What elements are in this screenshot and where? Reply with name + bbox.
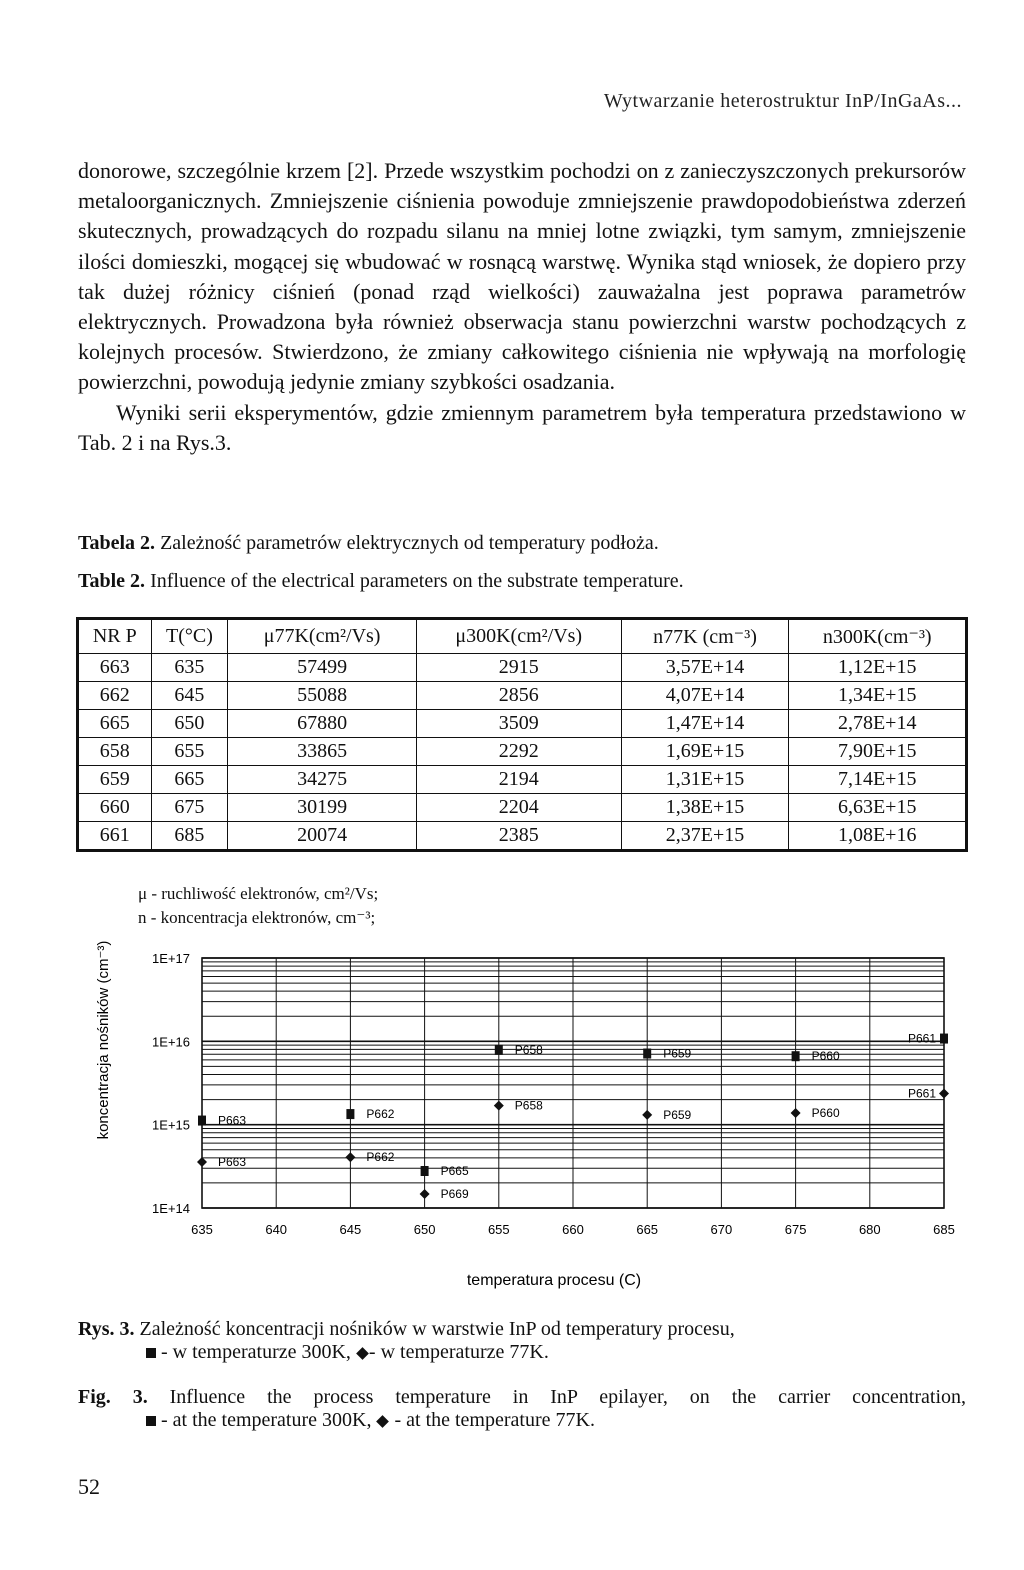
table-cell: 2194: [416, 766, 621, 794]
diamond-marker-77k: [345, 1152, 355, 1162]
x-tick-label: 645: [339, 1222, 362, 1237]
diamond-marker-77k: [197, 1157, 207, 1167]
table-header-cell: n300K(cm⁻³): [789, 619, 967, 654]
table-cell: 30199: [228, 794, 417, 822]
carrier-concentration-chart: [0, 940, 1024, 1300]
table-cell: 1,47E+14: [621, 710, 789, 738]
x-tick-label: 655: [487, 1222, 510, 1237]
page-number: 52: [78, 1474, 100, 1499]
figure-caption-pl-text: Zależność koncentracji nośników w warstwie InP od temperatury procesu,: [139, 1318, 735, 1340]
square-marker-icon: [146, 1348, 156, 1358]
y-tick-label: 1E+17: [152, 951, 190, 966]
square-marker-300k: [198, 1116, 206, 1126]
table-header-cell: μ300K(cm²/Vs): [416, 619, 621, 654]
legend-note-mobility: μ - ruchliwość elektronów, cm²/Vs;: [138, 884, 379, 903]
figure-caption-pl-line2: [78, 1341, 966, 1364]
figure-caption-en-77k: - at the temperature 77K.: [389, 1409, 595, 1431]
table-cell: 1,38E+15: [621, 794, 789, 822]
table-cell: 33865: [228, 738, 417, 766]
table-cell: 1,12E+15: [789, 654, 967, 682]
table-cell: 1,31E+15: [621, 766, 789, 794]
table-cell: 685: [151, 822, 228, 851]
table-header-cell: n77K (cm⁻³): [621, 619, 789, 654]
x-tick-label: 675: [784, 1222, 807, 1237]
figure-caption-en-300k: - at the temperature 300K,: [156, 1409, 377, 1431]
x-tick-label: 665: [636, 1222, 659, 1237]
y-tick-label: 1E+16: [152, 1034, 190, 1050]
x-tick-label: 670: [710, 1222, 733, 1237]
diamond-marker-77k: [642, 1110, 652, 1120]
table-cell: 2,37E+15: [621, 822, 789, 851]
figure-caption-en-line2: [78, 1409, 966, 1432]
table-cell: 2915: [416, 654, 621, 682]
paragraph-1: donorowe, szczególnie krzem [2]. Przede wszystkim pochodzi on z zanieczyszczonych prekursorów metaloorganicznych. Zmniejszenie ciśnienia powoduje zmniejszenie prawdopodobieństwa zderzeń skutecznych, prowadzących do rozpadu silanu na mniej lotne związki, tym samym, zmniejszenie ilości domieszki, mogącej się wbudować w rosnącą warstwę. Wynika stąd wniosek, że dopiero przy tak dużej różnicy ciśnień (ponad rząd wielkości) zauważalna jest poprawa parametrów elektrycznych. Prowadzona była również obserwacja stanu powierzchni warstw pochodzących z kolejnych procesów. Stwierdzono, że zmiany całkowitego ciśnienia nie wpływają na morfologię powierzchni, powodują jedynie zmiany szybkości osadzania.: [78, 158, 966, 395]
chart-grid: [202, 958, 944, 1208]
table-cell: 20074: [228, 822, 417, 851]
table-caption-pl-label: Tabela 2.: [78, 532, 156, 554]
table-cell: 1,08E+16: [789, 822, 967, 851]
diamond-marker-icon: [377, 1415, 390, 1428]
running-header: Wytwarzanie heterostruktur InP/InGaAs...: [603, 90, 962, 112]
table-cell: 661: [78, 822, 152, 851]
table-cell: 650: [151, 710, 228, 738]
point-label: P658: [514, 1042, 543, 1057]
table-row: [78, 738, 967, 766]
figure-caption-en-label: Fig. 3.: [78, 1386, 148, 1408]
square-marker-300k: [643, 1049, 651, 1059]
body-text: [78, 156, 966, 458]
figure-caption-en-text: Influence the process temperature in InP epilayer, on the carrier concentration,: [169, 1386, 966, 1408]
point-label: P663: [218, 1154, 247, 1169]
table-row: [78, 654, 967, 682]
data-table: [76, 617, 968, 852]
x-axis-label: temperatura procesu (C): [466, 1272, 642, 1289]
table-header-cell: μ77K(cm²/Vs): [228, 619, 417, 654]
table-cell: 67880: [228, 710, 417, 738]
table-cell: 34275: [228, 766, 417, 794]
diamond-marker-77k: [494, 1101, 504, 1111]
table-cell: 663: [78, 654, 152, 682]
table-cell: 3509: [416, 710, 621, 738]
chart-axes: [152, 951, 955, 1237]
square-marker-icon: [146, 1416, 156, 1426]
square-marker-300k: [495, 1045, 503, 1055]
table-row: [78, 766, 967, 794]
square-marker-300k: [940, 1034, 948, 1044]
point-label: P659: [663, 1046, 692, 1061]
table-cell: 2856: [416, 682, 621, 710]
table-header-row: [78, 619, 967, 654]
diamond-marker-77k: [939, 1088, 949, 1098]
figure-caption-pl: [78, 1318, 966, 1364]
x-tick-label: 650: [413, 1222, 436, 1237]
point-label: P660: [811, 1049, 840, 1064]
figure-caption-pl-77k: - w temperaturze 77K.: [368, 1341, 549, 1363]
table-caption-en-label: Table 2.: [78, 570, 146, 592]
point-label: P663: [218, 1113, 247, 1128]
point-label: P662: [366, 1150, 395, 1165]
y-axis-label: koncentracja nośników (cm⁻³): [95, 940, 112, 1140]
table-cell: 2292: [416, 738, 621, 766]
table-cell: 665: [78, 710, 152, 738]
diamond-marker-icon: [356, 1347, 369, 1360]
square-marker-300k: [792, 1051, 800, 1061]
point-label: P660: [811, 1106, 840, 1121]
point-label: P659: [663, 1107, 692, 1122]
table-row: [78, 682, 967, 710]
table-cell: 2204: [416, 794, 621, 822]
table-header-cell: NR P: [78, 619, 152, 654]
table-row: [78, 794, 967, 822]
table-cell: 57499: [228, 654, 417, 682]
legend-note-concentration: n - koncentracja elektronów, cm⁻³;: [138, 908, 376, 927]
point-label: P658: [514, 1098, 543, 1113]
table-cell: 6,63E+15: [789, 794, 967, 822]
table-cell: 2385: [416, 822, 621, 851]
table-cell: 3,57E+14: [621, 654, 789, 682]
x-tick-label: 635: [191, 1222, 213, 1237]
table-caption-en: [78, 570, 966, 593]
point-label: P662: [366, 1107, 395, 1122]
diamond-marker-77k: [420, 1189, 430, 1199]
diamond-marker-77k: [791, 1108, 801, 1118]
table-cell: 7,90E+15: [789, 738, 967, 766]
point-label: P661: [907, 1086, 936, 1101]
table-cell: 659: [78, 766, 152, 794]
table-cell: 4,07E+14: [621, 682, 789, 710]
figure-caption-en-line1: [78, 1386, 966, 1409]
table-cell: 675: [151, 794, 228, 822]
table-cell: 662: [78, 682, 152, 710]
figure-caption-pl-300k: - w temperaturze 300K,: [156, 1341, 356, 1363]
table-cell: 635: [151, 654, 228, 682]
x-tick-label: 685: [933, 1222, 955, 1237]
table-cell: 655: [151, 738, 228, 766]
point-label: P661: [907, 1031, 936, 1046]
table-caption-pl: [78, 532, 966, 555]
table-cell: 1,34E+15: [789, 682, 967, 710]
paragraph-2: Wyniki serii eksperymentów, gdzie zmiennym parametrem była temperatura przedstawiono w Tab. 2 i na Rys.3.: [78, 399, 966, 455]
table-header-cell: T(°C): [151, 619, 228, 654]
table-caption-pl-text: Zależność parametrów elektrycznych od temperatury podłoża.: [160, 532, 659, 554]
point-label: P669: [440, 1187, 469, 1202]
table-cell: 1,69E+15: [621, 738, 789, 766]
point-label: P665: [440, 1163, 469, 1178]
y-tick-label: 1E+14: [152, 1201, 190, 1216]
table-cell: 665: [151, 766, 228, 794]
table-cell: 7,14E+15: [789, 766, 967, 794]
table-row: [78, 822, 967, 851]
figure-caption-pl-label: Rys. 3.: [78, 1318, 135, 1340]
square-marker-300k: [421, 1166, 429, 1176]
table-cell: 658: [78, 738, 152, 766]
table-cell: 2,78E+14: [789, 710, 967, 738]
table-cell: 645: [151, 682, 228, 710]
x-tick-label: 640: [265, 1222, 288, 1237]
figure-caption-en: [78, 1386, 966, 1432]
x-tick-label: 680: [858, 1222, 881, 1237]
x-tick-label: 660: [562, 1222, 584, 1237]
figure-caption-pl-line1: [78, 1318, 966, 1341]
y-tick-label: 1E+15: [152, 1117, 190, 1133]
square-marker-300k: [346, 1109, 354, 1119]
table-row: [78, 710, 967, 738]
table-cell: 660: [78, 794, 152, 822]
table-caption-en-text: Influence of the electrical parameters on the substrate temperature.: [150, 570, 684, 592]
table-cell: 55088: [228, 682, 417, 710]
